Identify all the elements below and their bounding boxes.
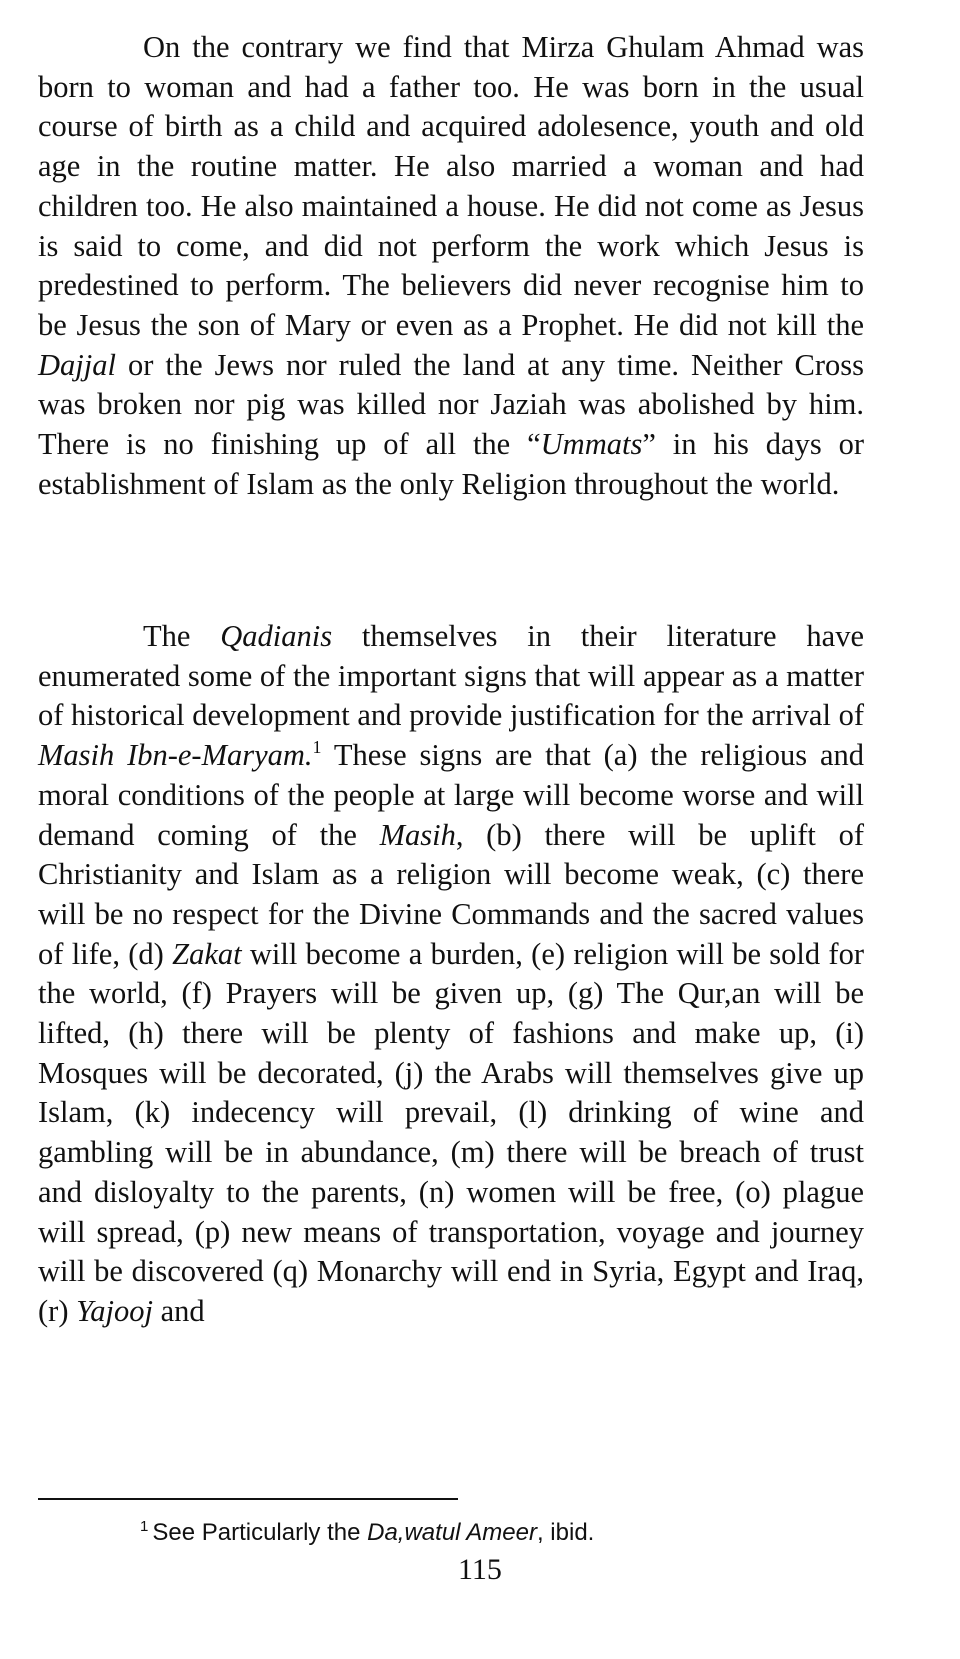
footnote-divider <box>38 1498 458 1500</box>
paragraph-2-text-2: themselves in their literature have enumerated some of the important signs that will appear as a matter of historical development and provide justification for the arrival of <box>38 619 864 733</box>
paragraph-2-italic-yajooj: Yajooj <box>76 1293 153 1328</box>
paragraph-1-text-2: or the Jews nor ruled the land at any time. Neither Cross was broken nor pig was killed nor Jaziah was abolished by him. There is no finishing up of all the “ <box>38 347 864 462</box>
paragraph-2 <box>38 617 864 1332</box>
paragraph-2-text-5: will become a burden, (e) religion will be sold for the world, (f) Prayers will be given up, (g) The Qur,an will be lifted, (h) there will be plenty of fashions and make up, (i) Mosques will be decorated, (j) the Arabs will themselves give up Islam, (k) indecency will prevail, (l) drinking of wine and gambling will be in abundance, (m) there will be breach of trust and disloyalty to the parents, (n) women will be free, (o) plague will spread, (p) new means of transportation, voyage and journey will be discovered (q) Monarchy will end in Syria, Egypt and Iraq, (r) <box>38 936 864 1328</box>
paragraph-1-text-3: ” in his days or establishment of Islam as the only Religion throughout the world. <box>38 427 865 501</box>
paragraph-2-italic-masih: Masih <box>379 817 456 852</box>
paragraph-2-text-4: , (b) there will be uplift of Christianity and Islam as a religion will become weak, (c) there will be no respect for the Divine Commands and the sacred values of life, (d) <box>38 817 864 971</box>
footnote-reference[interactable]: 1 <box>312 737 322 758</box>
footnote-marker: 1 <box>140 1518 149 1535</box>
footnote <box>140 1518 840 1548</box>
paragraph-2-text-3: These signs are that (a) the religious and moral conditions of the people at large will become worse and will demand coming of the <box>38 738 864 852</box>
paragraph-2-text-6: and <box>152 1293 205 1328</box>
paragraph-1-text-1: On the contrary we find that Mirza Ghulam Ahmad was born to woman and had a father too. He was born in the usual course of birth as a child and acquired adolesence, youth and old age in the routine matter. He also married a woman and had children too. He also maintained a house. He did not come as Jesus is said to come, and did not perform the work which Jesus is predestined to perform. The believers did never recognise him to be Jesus the son of Mary or even as a Prophet. He did not kill the <box>38 30 864 342</box>
paragraph-1 <box>38 28 864 504</box>
paragraph-1-italic-dajjal: Dajjal <box>38 347 116 382</box>
paragraph-2-italic-zakat: Zakat <box>172 936 242 971</box>
footnote-italic-source: Da,watul Ameer <box>367 1519 537 1546</box>
paragraph-2-text-1: The <box>143 619 221 653</box>
page-number: 115 <box>458 1553 502 1586</box>
paragraph-2-italic-qadianis: Qadianis <box>220 619 333 653</box>
paragraph-2-italic-masih-ibn-e-maryam: Masih Ibn-e-Maryam. <box>38 738 313 773</box>
footnote-text-1: See Particularly the <box>152 1519 368 1546</box>
paragraph-1-italic-ummats: Ummats <box>540 427 643 462</box>
footnote-text-2: , ibid. <box>536 1519 595 1546</box>
